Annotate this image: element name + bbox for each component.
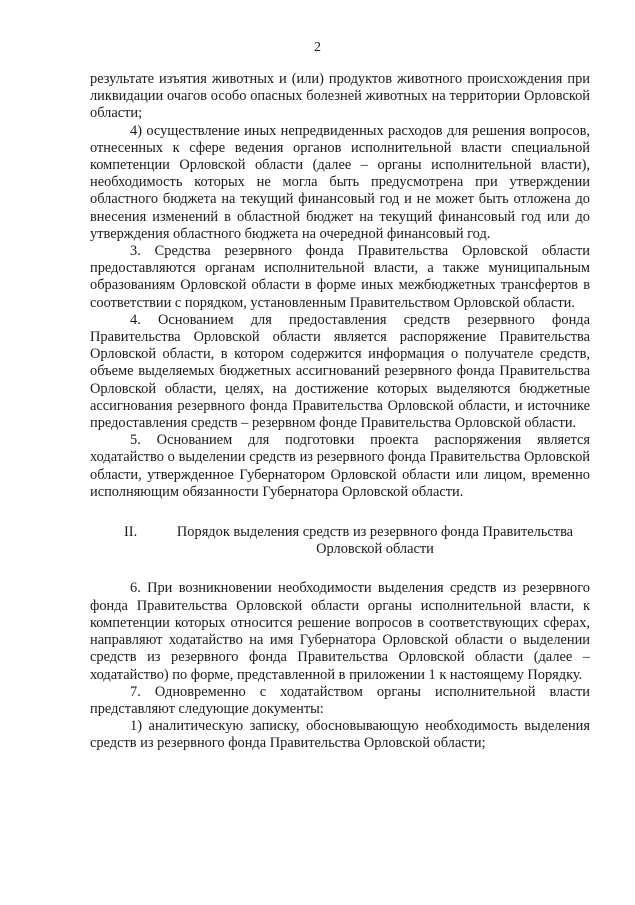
paragraph-clause-7: 7. Одновременно с ходатайством органы исполнительной власти представляют следующие документы: bbox=[90, 683, 590, 717]
section-heading bbox=[90, 524, 590, 558]
paragraph-continuation: результате изъятия животных и (или) продуктов животного происхождения при ликвидации очагов особо опасных болезней животных на территории Орловской области; bbox=[90, 71, 590, 122]
paragraph-clause-7-item-1: 1) аналитическую записку, обосновывающую необходимость выделения средств из резервного фонда Правительства Орловской области; bbox=[90, 718, 590, 752]
page-number: 2 bbox=[314, 40, 321, 55]
paragraph-clause-3: 3. Средства резервного фонда Правительства Орловской области предоставляются органам исполнительной власти, а также муниципальным образованиям Орловской области в форме иных межбюджетных трансфертов в соответствии с порядком, установленным Правительством Орловской области. bbox=[90, 243, 590, 311]
paragraph-clause-6: 6. При возникновении необходимости выделения средств из резервного фонда Правительства Орловской области органы исполнительной власти, к компетенции которых относится решение вопросов в соответствующих сферах, направляют ходатайство на имя Губернатора Орловской области о выделении средств из резервного фонда Правительства Орловской области (далее – ходатайство) по форме, представленной в приложении 1 к настоящему Порядку. bbox=[90, 580, 590, 683]
section-number: II. bbox=[124, 524, 138, 541]
paragraph-clause-5: 5. Основанием для подготовки проекта распоряжения является ходатайство о выделении средств из резервного фонда Правительства Орловской области, утвержденное Губернатором Орловской области или лицом, временно исполняющим обязанности Губернатора Орловской области. bbox=[90, 432, 590, 500]
paragraph-clause-4: 4. Основанием для предоставления средств резервного фонда Правительства Орловской области является распоряжение Правительства Орловской области, в котором содержится информация о получателе средств, объеме выделяемых бюджетных ассигнований резервного фонда Правительства Орловской области, целях, на достижение которых выделяются бюджетные ассигнования резервного фонда Правительства Орловской области, и источнике предоставления средств – резервном фонде Правительства Орловской области. bbox=[90, 311, 590, 432]
document-body bbox=[90, 71, 590, 753]
section-title: Порядок выделения средств из резервного фонда Правительства Орловской области bbox=[176, 524, 574, 558]
paragraph-item-4: 4) осуществление иных непредвиденных расходов для решения вопросов, отнесенных к сфере ведения органов исполнительной власти специальной компетенции Орловской области (далее – органы исполнительной власти), необходимость которых не могла быть предусмотрена при утверждении областного бюджета на текущий финансовый год и не может быть отложена до внесения изменений в областной бюджет на текущий финансовый год или до утверждения областного бюджета на очередной финансовый год. bbox=[90, 122, 590, 242]
